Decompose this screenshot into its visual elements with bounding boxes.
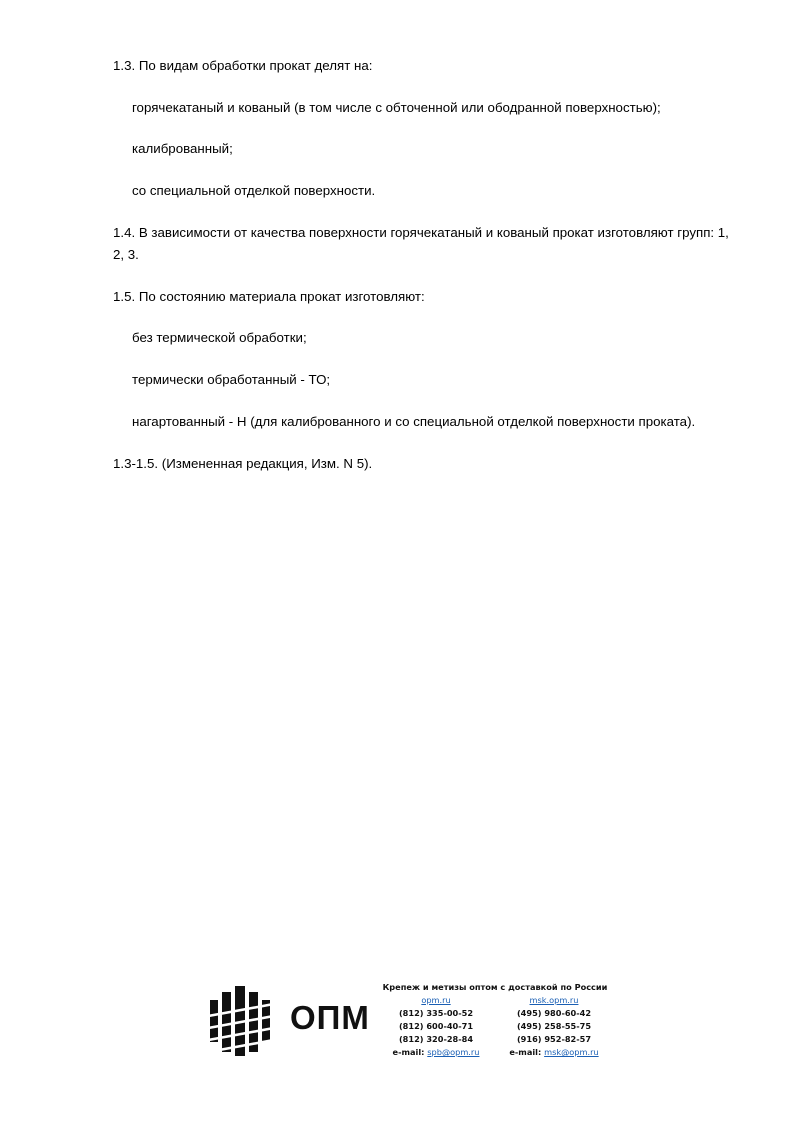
phone: (812) 320-28-84 xyxy=(398,1034,474,1044)
contacts-block xyxy=(380,980,610,1059)
list-item: со специальной отделкой поверхности. xyxy=(132,183,376,198)
list-item: горячекатаный и кованый (в том числе с обточенной или ободранной поверхностью); xyxy=(132,100,661,115)
company-footer xyxy=(210,980,630,1060)
logo-wordmark: ОПМ xyxy=(290,999,370,1036)
msk-email-link[interactable]: msk@opm.ru xyxy=(544,1047,599,1057)
amendment-note: 1.3-1.5. (Измененная редакция, Изм. N 5). xyxy=(113,456,373,471)
msk-contacts xyxy=(498,994,610,1059)
clause-1-4: 1.4. В зависимости от качества поверхности горячекатаный и кованый прокат изготовляют групп: 1, 2, 3. xyxy=(113,225,729,262)
phone: (916) 952-82-57 xyxy=(516,1034,592,1044)
email-label: e-mail: xyxy=(509,1047,545,1057)
list-item: калиброванный; xyxy=(132,141,233,156)
phone: (812) 335-00-52 xyxy=(398,1008,474,1018)
spb-site-link[interactable]: opm.ru xyxy=(421,995,451,1005)
phone: (495) 258-55-75 xyxy=(516,1021,592,1031)
spb-email-link[interactable]: spb@opm.ru xyxy=(427,1047,480,1057)
phone: (495) 980-60-42 xyxy=(516,1008,592,1018)
list-item: нагартованный - Н (для калиброванного и со специальной отделкой поверхности проката). xyxy=(132,414,696,429)
opm-logo-icon xyxy=(210,986,272,1056)
phone: (812) 600-40-71 xyxy=(398,1021,474,1031)
email-label: e-mail: xyxy=(392,1047,428,1057)
msk-site-link[interactable]: msk.opm.ru xyxy=(529,995,579,1005)
list-item: термически обработанный - ТО; xyxy=(132,372,331,387)
spb-contacts xyxy=(380,994,492,1059)
tagline: Крепеж и метизы оптом с доставкой по России xyxy=(382,982,608,992)
clause-1-5: 1.5. По состоянию материала прокат изготовляют: xyxy=(113,289,425,304)
list-item: без термической обработки; xyxy=(132,330,307,345)
clause-1-3: 1.3. По видам обработки прокат делят на: xyxy=(113,58,373,73)
